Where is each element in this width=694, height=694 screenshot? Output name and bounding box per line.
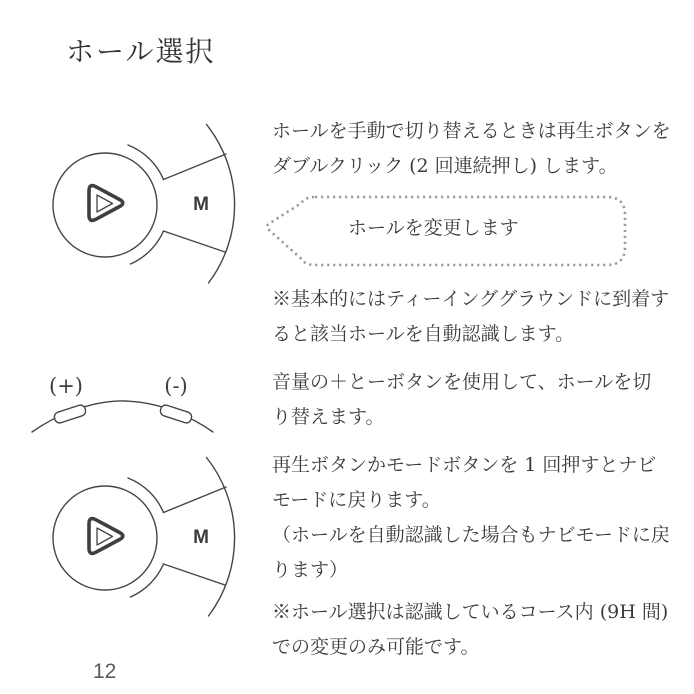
play-icon-inner xyxy=(97,195,113,212)
text-line: ダブルクリック (2 回連続押し) します。 xyxy=(272,155,618,177)
sector-divider-bottom xyxy=(164,231,226,252)
instruction-paragraph-1 xyxy=(272,114,671,184)
volume-minus-label: (-) xyxy=(164,374,188,398)
text-line: ります） xyxy=(272,559,349,581)
instruction-paragraph-3 xyxy=(272,365,651,435)
volume-plus-button xyxy=(53,404,87,424)
play-icon-inner xyxy=(97,528,113,545)
sector-divider-top xyxy=(164,487,227,513)
remote-diagram-bottom xyxy=(0,433,260,653)
remote-diagram-top xyxy=(0,100,260,320)
volume-minus-button xyxy=(159,404,193,424)
text-line: ホールを手動で切り替えるときは再生ボタンを xyxy=(272,120,671,142)
instruction-paragraph-2 xyxy=(272,282,669,352)
text-line: （ホールを自動認識した場合もナビモードに戻 xyxy=(272,524,670,546)
play-button-circle xyxy=(53,486,157,590)
play-icon xyxy=(89,186,123,221)
sector-divider-bottom xyxy=(164,564,226,585)
device-outer-edge xyxy=(207,125,235,284)
play-button-circle xyxy=(53,153,157,257)
inner-ring-arc-top xyxy=(128,478,164,513)
text-line: ※ホール選択は認識しているコース内 (9H 間) xyxy=(272,601,669,623)
text-line: り替えます。 xyxy=(272,406,385,428)
text-line: 音量の＋とーボタンを使用して、ホールを切 xyxy=(272,371,652,393)
mode-button-label: M xyxy=(193,527,209,548)
instruction-paragraph-5 xyxy=(272,595,668,665)
mode-button-label: M xyxy=(193,194,209,215)
volume-plus-label: (+) xyxy=(49,374,83,398)
instruction-paragraph-4 xyxy=(272,448,670,588)
page-title: ホール選択 xyxy=(66,35,216,68)
inner-ring-arc-top xyxy=(128,145,164,180)
play-icon xyxy=(89,519,123,554)
device-outer-edge xyxy=(207,458,235,617)
speech-bubble-label: ホールを変更します xyxy=(348,217,519,239)
text-line: ※基本的にはティーインググラウンドに到着す xyxy=(272,288,670,310)
text-line: 再生ボタンかモードボタンを 1 回押すとナビ xyxy=(272,454,657,476)
text-line: モードに戻ります。 xyxy=(272,489,441,511)
page-number: 12 xyxy=(93,660,117,683)
text-line: ると該当ホールを自動認識します。 xyxy=(272,323,575,345)
sector-divider-top xyxy=(164,154,227,180)
text-line: での変更のみ可能です。 xyxy=(272,636,480,658)
